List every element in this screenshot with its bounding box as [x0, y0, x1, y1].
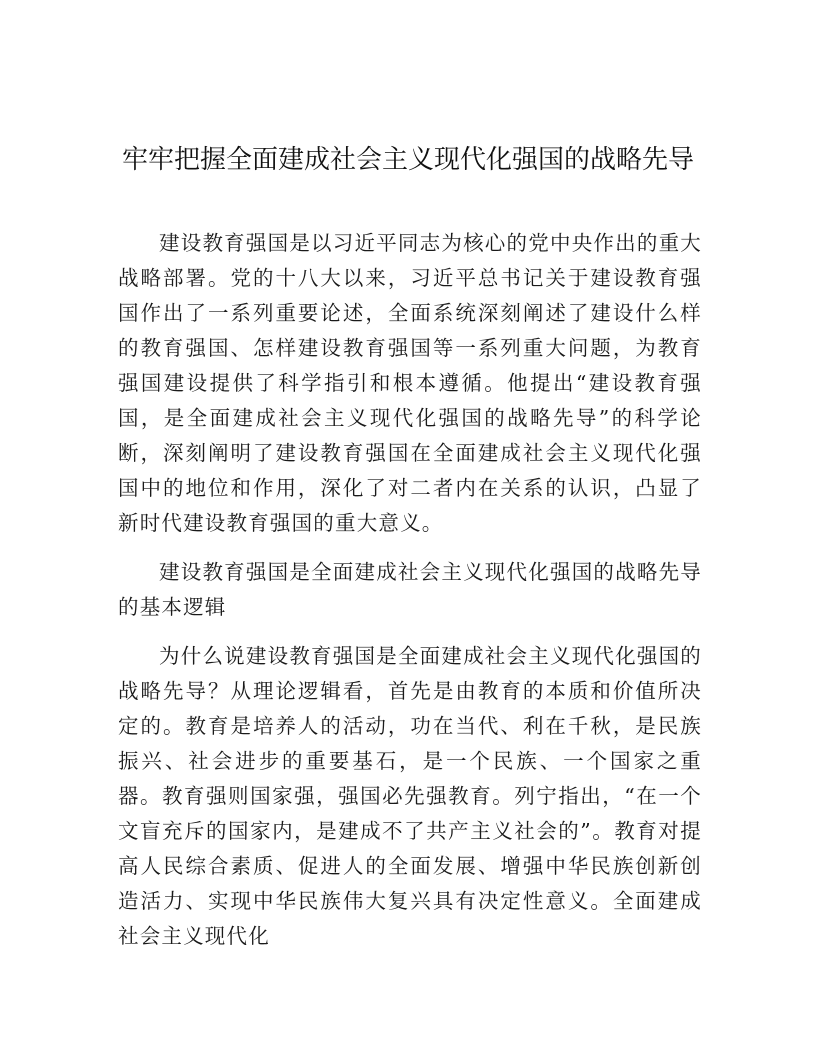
paragraph-logic: 为什么说建设教育强国是全面建成社会主义现代化强国的战略先导？从理论逻辑看，首先是由教育的本质和价值所决定的。教育是培养人的活动，功在当代、利在千秋，是民族振兴、社会进步的重要基石，是一个民族、一个国家之重器。教育强则国家强，强国必先强教育。列宁指出，“在一个文盲充斥的国家内，是建成不了共产主义社会的”。教育对提高人民综合素质、促进人的全面发展、增强中华民族创新创造活力、实现中华民族伟大复兴具有决定性意义。全面建成社会主义现代化	[118, 644, 702, 948]
document-body	[118, 226, 702, 968]
paragraph-intro: 建设教育强国是以习近平同志为核心的党中央作出的重大战略部署。党的十八大以来，习近平总书记关于建设教育强国作出了一系列重要论述，全面系统深刻阐述了建设什么样的教育强国、怎样建设教育强国等一系列重大问题，为教育强国建设提供了科学指引和根本遵循。他提出“建设教育强国，是全面建成社会主义现代化强国的战略先导”的科学论断，深刻阐明了建设教育强国在全面建成社会主义现代化强国中的地位和作用，深化了对二者内在关系的认识，凸显了新时代建设教育强国的重大意义。	[118, 231, 702, 535]
section-heading: 建设教育强国是全面建成社会主义现代化强国的战略先导的基本逻辑	[118, 560, 702, 619]
document-title: 牢牢把握全面建成社会主义现代化强国的战略先导	[121, 145, 694, 175]
